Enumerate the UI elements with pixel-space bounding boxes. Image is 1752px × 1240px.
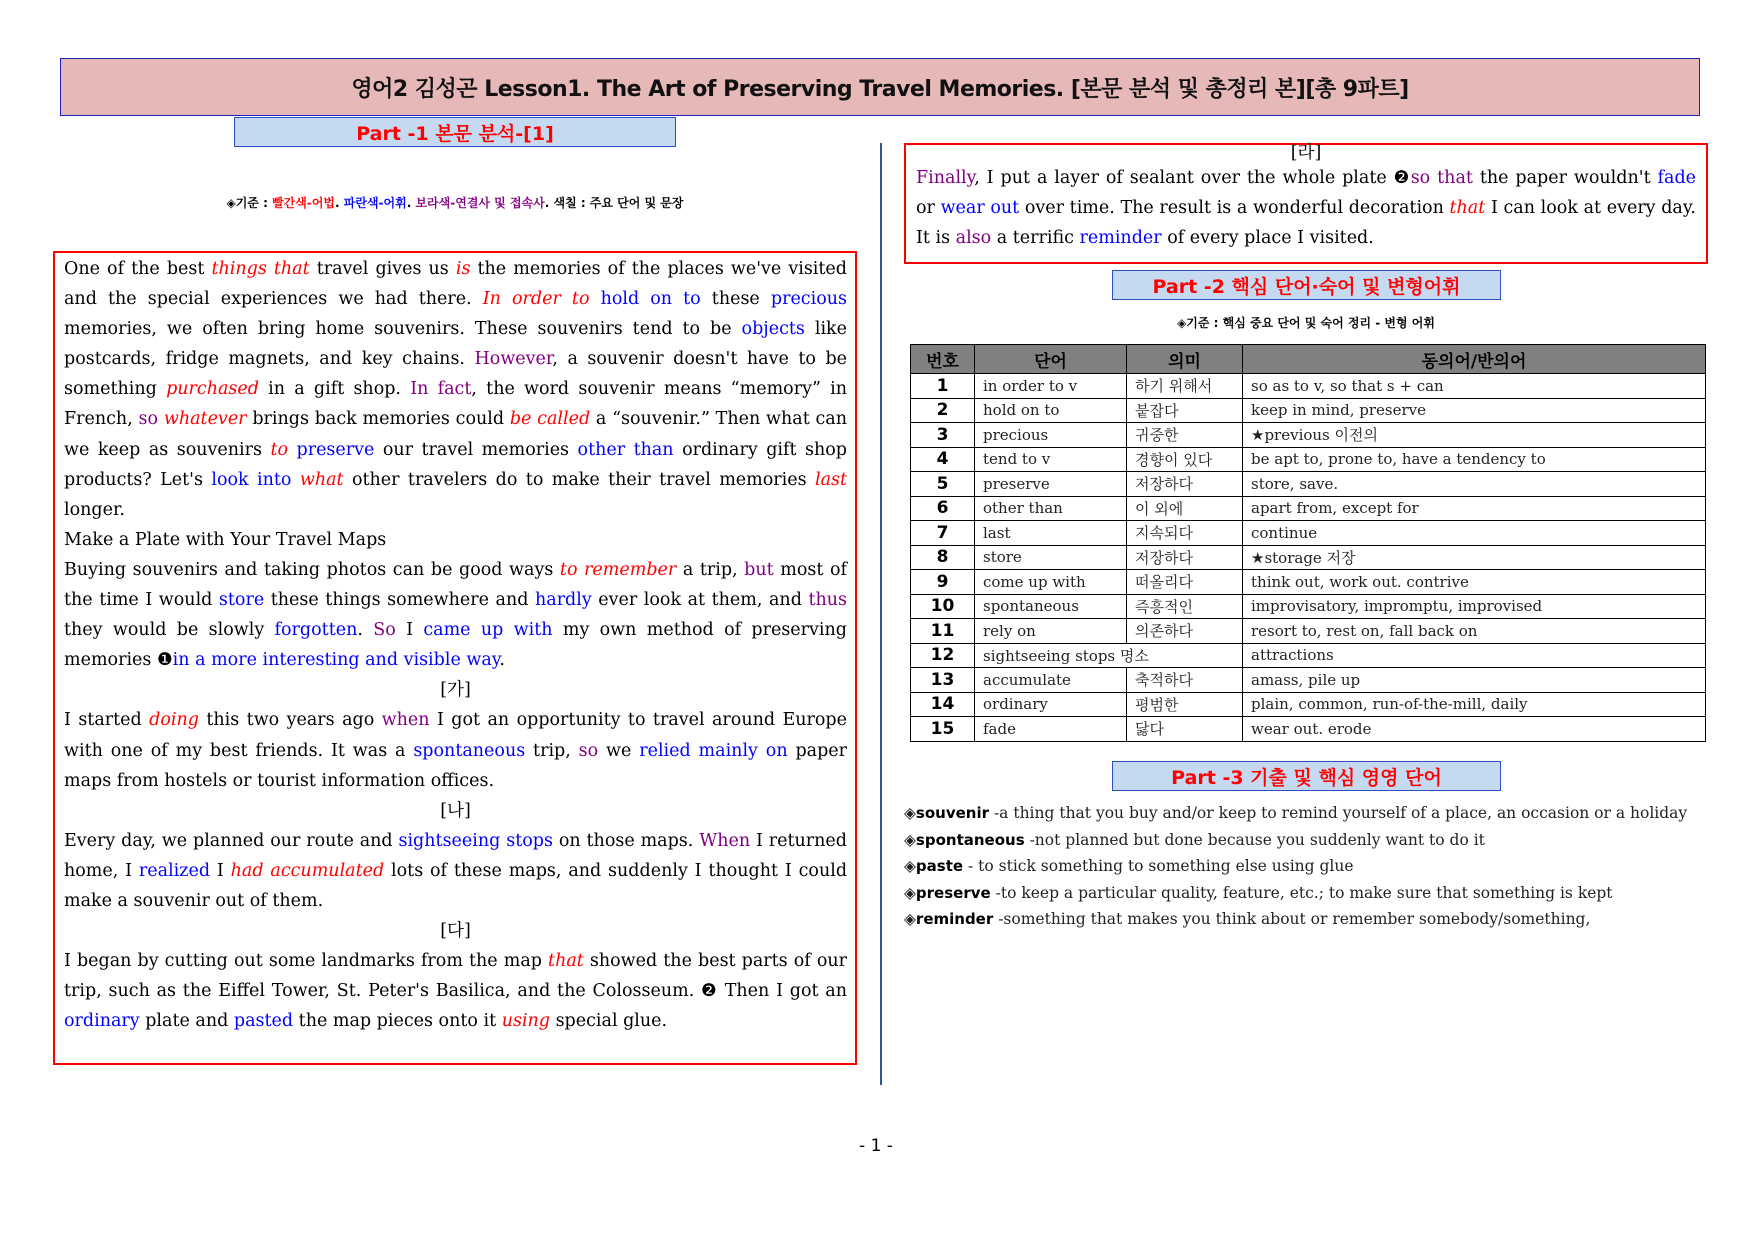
vocab-highlight: in a more interesting and visible way	[172, 650, 500, 671]
vocab-row	[911, 496, 1706, 521]
grammar-highlight: In order to	[482, 289, 590, 310]
definition-text: -a thing that you buy and/or keep to remind yourself of a place, an occasion or a holiday	[989, 804, 1688, 822]
text-run: longer.	[64, 499, 125, 520]
grammar-highlight: doing	[149, 710, 199, 731]
vocab-meaning: 저장하다	[1127, 545, 1243, 570]
section-label-na: [나]	[440, 800, 471, 821]
vocab-highlight: sightseeing stops	[398, 830, 553, 851]
grammar-highlight: what	[299, 469, 344, 490]
vocab-synonyms: continue	[1243, 521, 1706, 546]
vocab-meaning: 즉흥적인	[1127, 594, 1243, 619]
text-run: .	[499, 650, 505, 671]
paragraph-ra	[916, 163, 1696, 253]
text-run: , a souvenir doesn't have to be something	[64, 349, 848, 400]
text-run: we	[598, 740, 640, 761]
vocab-highlight: look into	[211, 469, 292, 490]
vocab-row	[911, 717, 1706, 742]
vocab-word: precious	[975, 423, 1127, 448]
vocab-highlight: spontaneous	[413, 740, 526, 761]
text-run: travel gives us	[309, 259, 456, 279]
vocab-table-header	[911, 345, 1706, 374]
part2-header-label: Part -2 핵심 단어·숙어 및 변형어휘	[1152, 275, 1461, 298]
vocab-number: 15	[911, 717, 975, 742]
vocab-highlight: hold on to	[600, 289, 701, 310]
vocab-number: 1	[911, 374, 975, 399]
vocab-meaning: 평범한	[1127, 692, 1243, 717]
section-label-ga: [가]	[440, 680, 471, 701]
text-run: ordinary gift shop products? Let's	[64, 439, 847, 490]
text-run: this two years ago	[198, 710, 382, 731]
vocab-row	[911, 668, 1706, 693]
vocab-number: 7	[911, 521, 975, 546]
vocab-highlight: preserve	[296, 439, 375, 460]
part3-header-label: Part -3 기출 및 핵심 영영 단어	[1171, 766, 1442, 789]
text-run: brings back memories could	[246, 409, 510, 430]
vocab-synonyms: amass, pile up	[1243, 668, 1706, 693]
legend-red: 빨간색-어법	[272, 196, 336, 210]
text-run: of every place I visited.	[1161, 228, 1374, 248]
vocab-word: spontaneous	[975, 594, 1127, 619]
vocab-word: come up with	[975, 570, 1127, 595]
vocab-meaning: 하기 위해서	[1127, 374, 1243, 399]
vocab-number: 12	[911, 643, 975, 668]
vocab-highlight: fade	[1657, 168, 1697, 188]
paragraph-intro	[64, 254, 847, 525]
part2-legend: ◈기준 : 핵심 중요 단어 및 숙어 정리 - 변형 어휘	[1177, 316, 1435, 330]
vocab-highlight: other than	[577, 439, 674, 460]
connective-highlight: also	[955, 228, 992, 248]
vocab-highlight: realized	[138, 860, 211, 881]
text-run: I returned home, I	[64, 830, 847, 881]
col-header-word: 단어	[975, 345, 1127, 374]
document-title: 영어2 김성곤 Lesson1. The Art of Preserving Travel Memories. [본문 분석 및 총정리 본][총 9파트]	[351, 76, 1409, 102]
vocab-synonyms: ★previous 이전의	[1243, 423, 1706, 448]
text-run: most of the time I would	[64, 559, 847, 611]
text-run: showed the best parts of our trip, such as the Eiffel Tower, St. Peter's Basilica, and the Colosseum. ❷ Then I got an	[64, 951, 847, 1002]
text-run: ever look at them, and	[591, 590, 809, 611]
diamond-bullet-icon: ◈	[904, 883, 916, 902]
definition-term: preserve	[915, 883, 991, 902]
text-run: .	[357, 620, 374, 641]
vocab-number: 2	[911, 398, 975, 423]
vocab-meaning: 의존하다	[1127, 619, 1243, 644]
definition-term: spontaneous	[915, 830, 1025, 849]
vocab-word: ordinary	[975, 692, 1127, 717]
connective-highlight: However	[474, 349, 553, 370]
vocab-word: rely on	[975, 619, 1127, 644]
definition-term: paste	[915, 857, 964, 875]
legend-blue: 파란색-어휘	[343, 196, 407, 210]
vocab-meaning: 저장하다	[1127, 472, 1243, 497]
text-run: I started	[64, 710, 150, 731]
definition-item	[904, 800, 1712, 827]
vocab-row	[911, 398, 1706, 423]
col-header-synonyms: 동의어/반의어	[1243, 345, 1706, 374]
diamond-bullet-icon: ◈	[904, 804, 916, 822]
legend-purple: 보라색-연결사 및 접속사	[415, 196, 545, 210]
paragraph-plate	[64, 555, 847, 675]
grammar-highlight: using	[501, 1011, 551, 1032]
vocab-meaning: 축적하다	[1127, 668, 1243, 693]
vocab-row	[911, 643, 1706, 668]
definition-item	[904, 827, 1712, 854]
text-run: , the word souvenir means “memory” in French,	[64, 379, 847, 430]
text-run: these things somewhere and	[264, 590, 535, 611]
vocab-meaning: 지속되다	[1127, 521, 1243, 546]
document-title-bar	[60, 58, 1700, 116]
col-header-number: 번호	[911, 345, 975, 374]
text-run: the map pieces onto it	[293, 1011, 502, 1032]
vocab-synonyms: be apt to, prone to, have a tendency to	[1243, 447, 1706, 472]
vocab-row	[911, 570, 1706, 595]
grammar-highlight: last	[814, 469, 848, 490]
vocab-number: 14	[911, 692, 975, 717]
vocab-row	[911, 374, 1706, 399]
vocab-row	[911, 472, 1706, 497]
vocab-word: other than	[975, 496, 1127, 521]
legend-sep: .	[406, 196, 416, 210]
vocab-number: 5	[911, 472, 975, 497]
passage-subheading: Make a Plate with Your Travel Maps	[64, 529, 387, 550]
text-run	[590, 289, 601, 309]
text-run: , I put a layer of sealant over the whole plate ❷	[974, 168, 1411, 188]
text-run: a “souvenir.” Then what can we keep as souvenirs	[64, 409, 847, 460]
connective-highlight: so that	[1410, 168, 1473, 188]
text-run: on those maps.	[552, 830, 700, 851]
grammar-highlight: things that	[211, 259, 310, 279]
vocab-row	[911, 545, 1706, 570]
vocab-synonyms: think out, work out. contrive	[1243, 570, 1706, 595]
connective-highlight: but	[744, 559, 774, 580]
paragraph-na	[64, 826, 847, 916]
vocab-highlight: objects	[741, 319, 805, 340]
text-run: in a gift shop.	[258, 379, 411, 400]
part1-header	[234, 117, 676, 147]
connective-highlight: Finally	[916, 168, 975, 188]
definition-text: -something that makes you think about or remember somebody/something,	[993, 910, 1591, 928]
passage-text-right	[916, 143, 1696, 253]
vocab-word: tend to v	[975, 447, 1127, 472]
connective-highlight: when	[381, 710, 430, 731]
vocab-synonyms: wear out. erode	[1243, 717, 1706, 742]
text-run: my own method of preserving memories	[64, 620, 847, 671]
grammar-highlight: that	[548, 951, 584, 972]
vocab-number: 6	[911, 496, 975, 521]
connective-highlight: so	[138, 409, 159, 430]
paragraph-ga	[64, 705, 847, 795]
vocab-row	[911, 521, 1706, 546]
vocab-synonyms: ★storage 저장	[1243, 545, 1706, 570]
text-run: like postcards, fridge magnets, and key chains.	[64, 319, 848, 370]
text-run: memories, we often bring home souvenirs. These souvenirs tend to be	[64, 319, 742, 340]
vocab-word: last	[975, 521, 1127, 546]
definition-list	[904, 800, 1712, 933]
column-divider	[880, 143, 882, 1085]
definition-item	[904, 906, 1712, 933]
vocab-highlight: pasted	[233, 1011, 294, 1032]
text-run: I got an opportunity to travel around Europe with one of my best friends. It was a	[64, 710, 847, 761]
vocab-word: sightseeing stops 명소	[975, 643, 1243, 668]
section-label-ra: [라]	[1290, 143, 1322, 163]
vocab-number: 3	[911, 423, 975, 448]
grammar-highlight: purchased	[166, 379, 259, 400]
text-run: I	[210, 860, 231, 881]
vocab-table-body	[911, 374, 1706, 742]
text-run: the memories of the places we've visited and the special experiences we had there.	[64, 259, 847, 310]
vocab-highlight: ordinary	[64, 1011, 140, 1032]
vocab-number: 10	[911, 594, 975, 619]
text-run: I can look at every day. It is	[916, 198, 1696, 248]
paragraph-da	[64, 946, 847, 1036]
vocab-highlight: wear out	[940, 198, 1020, 218]
text-run: plate and	[139, 1011, 234, 1032]
passage-text	[64, 254, 847, 1036]
legend-sep: .	[335, 196, 344, 210]
definition-text: -to keep a particular quality, feature, etc.; to make sure that something is kept	[990, 883, 1613, 902]
text-run: or	[916, 198, 941, 218]
vocab-meaning: 닳다	[1127, 717, 1243, 742]
vocab-word: in order to v	[975, 374, 1127, 399]
vocab-number: 13	[911, 668, 975, 693]
connective-highlight: When	[699, 830, 751, 851]
page-number: - 1 -	[859, 1136, 893, 1156]
vocab-highlight: reminder	[1079, 228, 1162, 248]
col-header-meaning: 의미	[1127, 345, 1243, 374]
connective-highlight: So	[373, 620, 396, 641]
connective-highlight: so	[578, 740, 599, 761]
passage-box-left	[53, 251, 857, 1065]
text-run: paper maps from hostels or tourist information offices.	[64, 740, 848, 791]
vocab-highlight: relied mainly on	[639, 740, 788, 761]
diamond-bullet-icon: ◈	[904, 830, 916, 849]
vocab-word: store	[975, 545, 1127, 570]
vocab-highlight: store	[218, 590, 265, 611]
definition-item	[904, 880, 1712, 907]
vocab-number: 9	[911, 570, 975, 595]
text-run	[288, 440, 296, 460]
vocab-number: 11	[911, 619, 975, 644]
vocab-number: 4	[911, 447, 975, 472]
vocab-synonyms: improvisatory, impromptu, improvised	[1243, 594, 1706, 619]
text-run: trip,	[525, 740, 579, 761]
part2-header	[1112, 270, 1501, 300]
vocab-meaning: 경향이 있다	[1127, 447, 1243, 472]
passage-box-right	[904, 143, 1708, 264]
vocab-word: accumulate	[975, 668, 1127, 693]
connective-highlight: thus	[808, 590, 847, 611]
vocab-highlight: hardly	[534, 590, 592, 611]
vocab-word: preserve	[975, 472, 1127, 497]
vocab-highlight: came up with	[423, 620, 553, 641]
part1-legend	[53, 194, 857, 211]
vocab-meaning: 귀중한	[1127, 423, 1243, 448]
vocab-meaning: 떠올리다	[1127, 570, 1243, 595]
vocab-synonyms: resort to, rest on, fall back on	[1243, 619, 1706, 644]
text-run: these	[700, 289, 771, 310]
part1-header-label: Part -1 본문 분석-[1]	[356, 122, 554, 145]
vocab-word: hold on to	[975, 398, 1127, 423]
text-run: special glue.	[550, 1011, 668, 1032]
text-run: I	[395, 620, 424, 641]
vocab-synonyms: attractions	[1243, 643, 1706, 668]
text-run: lots of these maps, and suddenly I thought I could make a souvenir out of them.	[64, 860, 848, 911]
definition-text: - to stick something to something else using glue	[963, 857, 1354, 875]
vocab-highlight: forgotten	[274, 620, 358, 641]
vocab-highlight: precious	[770, 289, 847, 310]
grammar-highlight: is	[455, 259, 471, 279]
section-label-da: [다]	[440, 921, 471, 942]
text-run: One of the best	[64, 259, 212, 279]
vocab-row	[911, 594, 1706, 619]
vocab-synonyms: store, save.	[1243, 472, 1706, 497]
definition-text: -not planned but done because you suddenly want to do it	[1024, 830, 1485, 849]
text-run: over time. The result is a wonderful decoration	[1019, 198, 1450, 218]
text-run: a terrific	[991, 228, 1080, 248]
grammar-highlight: to	[270, 439, 289, 460]
part3-header	[1112, 761, 1501, 791]
text-run: our travel memories	[374, 439, 578, 460]
definition-term: souvenir	[915, 804, 990, 822]
grammar-highlight: whatever	[163, 409, 247, 430]
vocab-synonyms: keep in mind, preserve	[1243, 398, 1706, 423]
diamond-bullet-icon: ◈	[904, 910, 916, 928]
vocab-synonyms: apart from, except for	[1243, 496, 1706, 521]
vocab-word: fade	[975, 717, 1127, 742]
text-run: Buying souvenirs and taking photos can be good ways	[64, 559, 560, 580]
grammar-highlight: had accumulated	[230, 860, 385, 881]
text-run: a trip,	[676, 559, 745, 580]
definition-item	[904, 853, 1712, 880]
legend-suffix: . 색칠 : 주요 단어 및 문장	[544, 196, 684, 210]
grammar-highlight: be called	[509, 409, 591, 430]
vocab-row	[911, 692, 1706, 717]
vocab-row	[911, 423, 1706, 448]
text-run: ❶	[156, 650, 173, 671]
vocab-meaning: 붙잡다	[1127, 398, 1243, 423]
vocab-table	[910, 344, 1706, 742]
diamond-bullet-icon: ◈	[904, 857, 916, 875]
text-run: other travelers do to make their travel memories	[343, 469, 815, 490]
text-run: I began by cutting out some landmarks from the map	[64, 951, 549, 972]
vocab-row	[911, 447, 1706, 472]
connective-highlight: In fact	[410, 379, 472, 400]
grammar-highlight: that	[1449, 198, 1486, 218]
vocab-synonyms: plain, common, run-of-the-mill, daily	[1243, 692, 1706, 717]
text-run: they would be slowly	[64, 620, 275, 641]
vocab-synonyms: so as to v, so that s + can	[1243, 374, 1706, 399]
grammar-highlight: to remember	[559, 559, 677, 580]
vocab-row	[911, 619, 1706, 644]
legend-prefix: ◈기준 :	[226, 196, 273, 210]
definition-term: reminder	[915, 910, 994, 928]
text-run	[291, 470, 299, 490]
vocab-meaning: 이 외에	[1127, 496, 1243, 521]
text-run: Every day, we planned our route and	[64, 830, 399, 851]
text-run: the paper wouldn't	[1472, 168, 1658, 188]
vocab-number: 8	[911, 545, 975, 570]
